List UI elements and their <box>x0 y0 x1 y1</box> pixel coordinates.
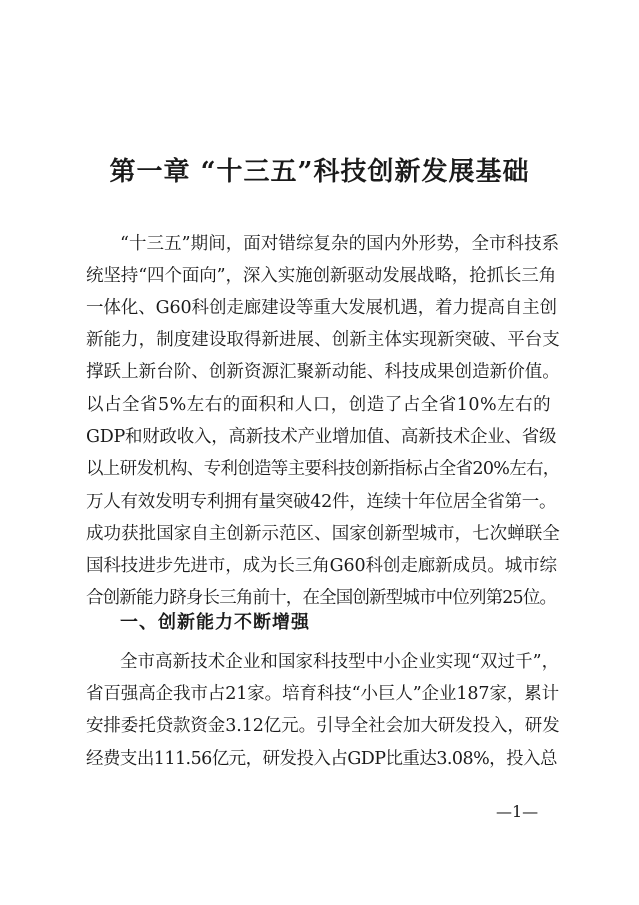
paragraph-1-line: 国科技进步先进市，成为长三角G60科创走廊新成员。城市综 <box>86 556 557 576</box>
paragraph-1-line: 新能力，制度建设取得新进展、创新主体实现新突破、平台支 <box>86 330 560 350</box>
page-number: —1— <box>496 802 539 821</box>
paragraph-2-line: 全市高新技术企业和国家科技型中小企业实现“双过千”， <box>120 652 560 672</box>
section-heading: 一、创新能力不断增强 <box>120 612 310 633</box>
paragraph-1-line: 撑跃上新台阶、创新资源汇聚新动能、科技成果创造新价值。 <box>86 362 560 382</box>
paragraph-2-line: 经费支出111.56亿元，研发投入占GDP比重达3.08%，投入总 <box>86 749 557 769</box>
paragraph-1-line: 万人有效发明专利拥有量突破42件，连续十年位居全省第一。 <box>86 492 557 512</box>
paragraph-1-line: 一体化、G60科创走廊建设等重大发展机遇，着力提高自主创 <box>86 298 557 318</box>
paragraph-1-line: GDP和财政收入，高新技术产业增加值、高新技术企业、省级 <box>86 427 557 447</box>
paragraph-1-line: 以上研发机构、专利创造等主要科技创新指标占全省20%左右， <box>86 459 560 479</box>
paragraph-1-line: 统坚持“四个面向”，深入实施创新驱动发展战略，抢抓长三角 <box>86 266 557 286</box>
paragraph-2-line: 省百强高企我市占21家。培育科技“小巨人”企业187家，累计 <box>86 684 560 704</box>
paragraph-1-line: 成功获批国家自主创新示范区、国家创新型城市，七次蝉联全 <box>86 524 560 544</box>
paragraph-1-line: 以占全省5%左右的面积和人口，创造了占全省10%左右的 <box>86 395 552 415</box>
chapter-title: 第一章 “十三五”科技创新发展基础 <box>109 157 530 187</box>
paragraph-1-line: 合创新能力跻身长三角前十，在全国创新型城市中位列第25位。 <box>86 588 557 608</box>
paragraph-2-line: 安排委托贷款资金3.12亿元。引导全社会加大研发投入，研发 <box>86 716 560 736</box>
paragraph-1-line: “十三五”期间，面对错综复杂的国内外形势，全市科技系 <box>120 234 560 254</box>
